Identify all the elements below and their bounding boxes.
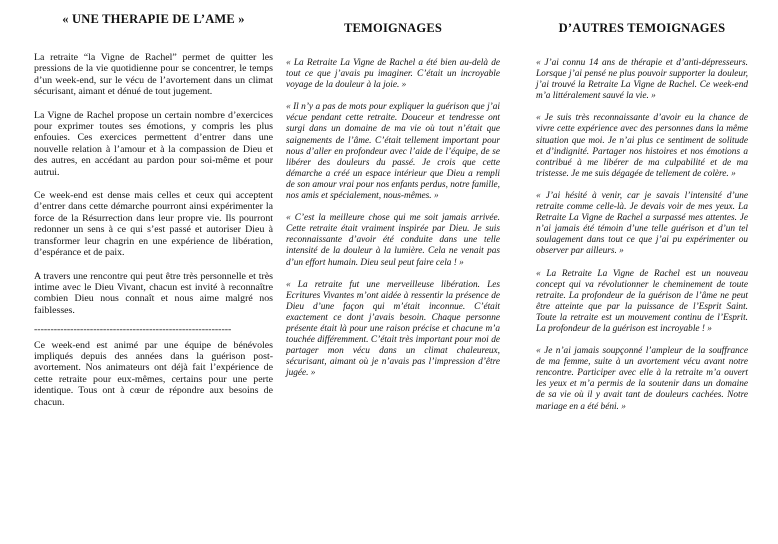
therapy-paragraph: La Vigne de Rachel propose un certain nombre d’exercices pour exprimer toutes ses émotions, y compris les plus enfouies. Ces exercices permettent d’entrer dans une nouvelle relation à l’amour et à la compassion de Dieu et des autres, en accédant au pardon pour soi-même et pour autrui. (34, 109, 273, 178)
other-testimonials-body (536, 58, 748, 413)
therapy-paragraph: La retraite “la Vigne de Rachel” permet de quitter les pressions de la vie quotidienne pour se concentrer, le temps d’un week-end, sur le vécu de l’avortement dans un climat sécurisant, aimant et dénué de tout jugement. (34, 52, 273, 98)
testimonial-quote: « La retraite fut une merveilleuse libération. Les Ecritures Vivantes m’ont aidée à ressentir la présence de Dieu d’une façon qui m’était inconnue. C’était exactement ce dont j’avais besoin. Chaque personne présente était là pour une raison précise et chacune m’a touchée différemment. C’était très important pour moi de partager mon vécu dans un climat chaleureux, sécurisant, aimant où je n’avais pas l’impression d’être jugée. » (286, 279, 500, 379)
testimonials-column (286, 0, 500, 390)
therapy-paragraph: A travers une rencontre qui peut être très personnelle et très intime avec le Dieu Vivant, chacun est invité à reconnaître combien Dieu nous connaît et nous aime malgré nos faiblesses. (34, 270, 273, 316)
testimonial-quote: « La Retraite La Vigne de Rachel a été bien au-delà de tout ce que j’avais pu imaginer. C’était un incroyable voyage de la douleur à la joie. » (286, 58, 500, 91)
testimonial-quote: « C’est la meilleure chose qui me soit jamais arrivée. Cette retraite était vraiment inspirée par Dieu. Je suis reconnaissante d’avoir été conduite dans une telle intensité de la douleur à la lumière. Cela ne venait pas d’un effort humain. Dieu seul peut faire cela ! » (286, 213, 500, 268)
therapy-paragraph: Ce week-end est dense mais celles et ceux qui acceptent d’entrer dans cette démarche pourront ainsi expérimenter la force de la Résurrection dans leur propre vie. Ils pourront redonner un sens à ce qui s’est passé et autoriser Dieu à transformer leur chagrin en une expérience de libération, d’espérance et de paix. (34, 190, 273, 259)
other-testimonials-title: D’AUTRES TEMOIGNAGES (558, 21, 726, 35)
testimonial-quote: « La Retraite La Vigne de Rachel est un nouveau concept qui va révolutionner le cheminement de toute retraite. La profondeur de la guérison de l’âme ne peut être atteinte que par la puissance de l’Esprit Saint. Toute la retraite est un mouvement continu de l’Esprit. La profondeur de la guérison est incroyable ! » (536, 268, 748, 334)
testimonial-quote: « Je n’ai jamais soupçonné l’ampleur de la souffrance de ma femme, suite à un avortement vécu avant notre rencontre. Participer avec elle à la retraite m’a ouvert les yeux et m’a permis de la soutenir dans un domaine de sa vie où il y avait tant de douleurs cachées. Notre mariage en a été béni. » (536, 346, 748, 412)
dashed-separator: ------------------------------------------------------------ (34, 324, 232, 336)
testimonial-quote: « J’ai connu 14 ans de thérapie et d’anti-dépresseurs. Lorsque j’ai pensé ne plus pouvoir supporter la douleur, j’ai trouvé la Retraite La Vigne de Rachel. Ce week-end m’a littéralement sauvé la vie. » (536, 58, 748, 102)
other-testimonials-column (536, 0, 748, 424)
testimonials-title: TEMOIGNAGES (343, 21, 443, 35)
testimonial-quote: « Il n’y a pas de mots pour expliquer la guérison que j’ai vécue pendant cette retraite. Douceur et tendresse ont surgi dans un domaine de ma vie où tout n’était que saignements de l’âme. C’était tellement important pour nous d’aller en profondeur avec l’aide de l’équipe, de se libérer des douleurs du passé. Je crois que cette démarche a créé un espace intérieur que Dieu a rempli de son amour vrai pour nos enfants perdus, notre famille, nos amis et spécialement, nous-mêmes. » (286, 102, 500, 202)
testimonial-quote: « J’ai hésité à venir, car je savais l’intensité d’une retraite comme celle-là. Je devais voir de mes yeux. La Retraite La Vigne de Rachel a surpassé mes attentes. Je n’ai jamais été témoin d’une telle guérison et d’un tel soulagement dans tout ce que j’ai pu expérimenter ou observer par ailleurs. » (536, 190, 748, 257)
team-paragraph: Ce week-end est animé par une équipe de bénévoles impliqués depuis des années dans la guérison post-avortement. Nos animateurs ont déjà fait l’expérience de cette retraite pour eux-mêmes, certains pour une perte identique. Tous ont à cœur de répondre aux besoins de chacun. (34, 339, 273, 408)
testimonials-body (286, 58, 500, 379)
therapy-column (34, 0, 273, 420)
testimonial-quote: « Je suis très reconnaissante d’avoir eu la chance de vivre cette expérience avec des personnes dans la même situation que moi. Je n’ai plus ce sentiment de solitude et d’indignité. Partager nos histoires et nos émotions a contribué à me libérer de ma culpabilité et de ma tristesse. Je me suis dégagée de tellement de colère. » (536, 113, 748, 179)
therapy-title: « UNE THERAPIE DE L’AME » (62, 12, 245, 26)
therapy-body (34, 52, 273, 408)
